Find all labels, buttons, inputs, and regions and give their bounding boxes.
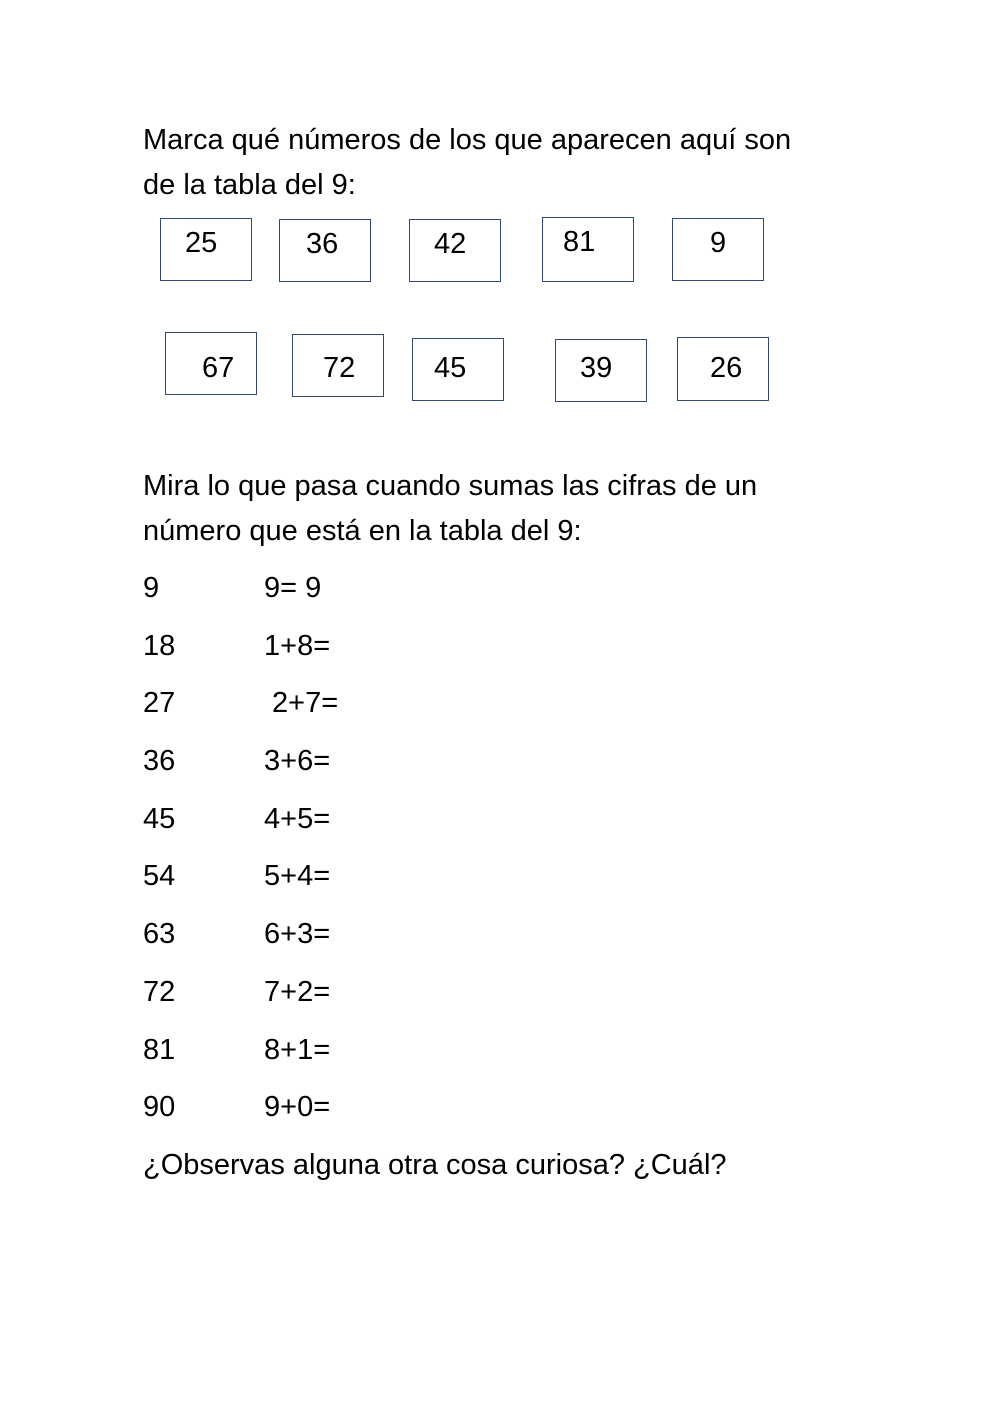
- digit-sum-row: [143, 681, 543, 739]
- number-box[interactable]: [677, 337, 769, 401]
- instruction-text: [143, 118, 863, 208]
- instruction-line-2: de la tabla del 9:: [143, 169, 356, 201]
- number-box[interactable]: [160, 218, 252, 281]
- multiple-value: 18: [143, 629, 176, 662]
- digit-sum-expression: 4+5=: [264, 802, 331, 835]
- digit-sum-expression: 9+0=: [264, 1091, 331, 1124]
- digit-sum-expression: 6+3=: [264, 918, 331, 951]
- multiple-value: 63: [143, 918, 176, 951]
- multiple-value: 36: [143, 745, 176, 778]
- number-box-value: 36: [306, 228, 339, 260]
- multiple-value: 72: [143, 975, 176, 1008]
- number-box[interactable]: [412, 338, 504, 401]
- digit-sum-list: [143, 566, 543, 1143]
- number-box[interactable]: [165, 332, 257, 395]
- multiple-value: 9: [143, 572, 160, 604]
- digit-sum-row: [143, 970, 543, 1028]
- digit-sum-row: [143, 739, 543, 797]
- digit-sum-expression: 7+2=: [264, 975, 331, 1008]
- number-box-value: 42: [434, 228, 467, 260]
- number-box-value: 67: [202, 352, 235, 384]
- number-box[interactable]: [292, 334, 384, 397]
- number-box-value: 9: [710, 227, 727, 259]
- number-box[interactable]: [542, 217, 634, 282]
- digit-sum-row: [143, 912, 543, 970]
- digit-sum-intro-line-2: número que está en la tabla del 9:: [143, 515, 582, 547]
- digit-sum-row: [143, 566, 543, 624]
- number-box-value: 39: [580, 352, 613, 384]
- digit-sum-row: [143, 854, 543, 912]
- digit-sum-expression: 8+1=: [264, 1033, 331, 1066]
- multiple-value: 54: [143, 860, 176, 893]
- digit-sum-expression: 1+8=: [264, 629, 331, 662]
- multiple-value: 90: [143, 1091, 176, 1124]
- digit-sum-expression: 2+7=: [272, 687, 339, 720]
- digit-sum-row: [143, 624, 543, 682]
- digit-sum-intro: [143, 464, 863, 554]
- digit-sum-expression: 9= 9: [264, 572, 322, 604]
- digit-sum-expression: 3+6=: [264, 745, 331, 778]
- number-box[interactable]: [279, 219, 371, 282]
- number-box-value: 25: [185, 227, 218, 259]
- digit-sum-row: [143, 797, 543, 855]
- number-box[interactable]: [672, 218, 764, 281]
- number-box[interactable]: [555, 339, 647, 402]
- multiple-value: 45: [143, 802, 176, 835]
- number-box[interactable]: [409, 219, 501, 282]
- number-box-value: 26: [710, 352, 743, 384]
- digit-sum-row: [143, 1085, 543, 1143]
- digit-sum-intro-line-1: Mira lo que pasa cuando sumas las cifras de un: [143, 470, 758, 502]
- multiple-value: 81: [143, 1033, 176, 1066]
- number-box-value: 81: [563, 226, 596, 258]
- digit-sum-row: [143, 1028, 543, 1086]
- instruction-line-1: Marca qué números de los que aparecen aquí son: [143, 124, 792, 156]
- number-box-value: 45: [434, 352, 467, 384]
- closing-question: ¿Observas alguna otra cosa curiosa? ¿Cuál?: [143, 1149, 727, 1181]
- number-box-value: 72: [323, 352, 356, 384]
- multiple-value: 27: [143, 687, 176, 720]
- digit-sum-expression: 5+4=: [264, 860, 331, 893]
